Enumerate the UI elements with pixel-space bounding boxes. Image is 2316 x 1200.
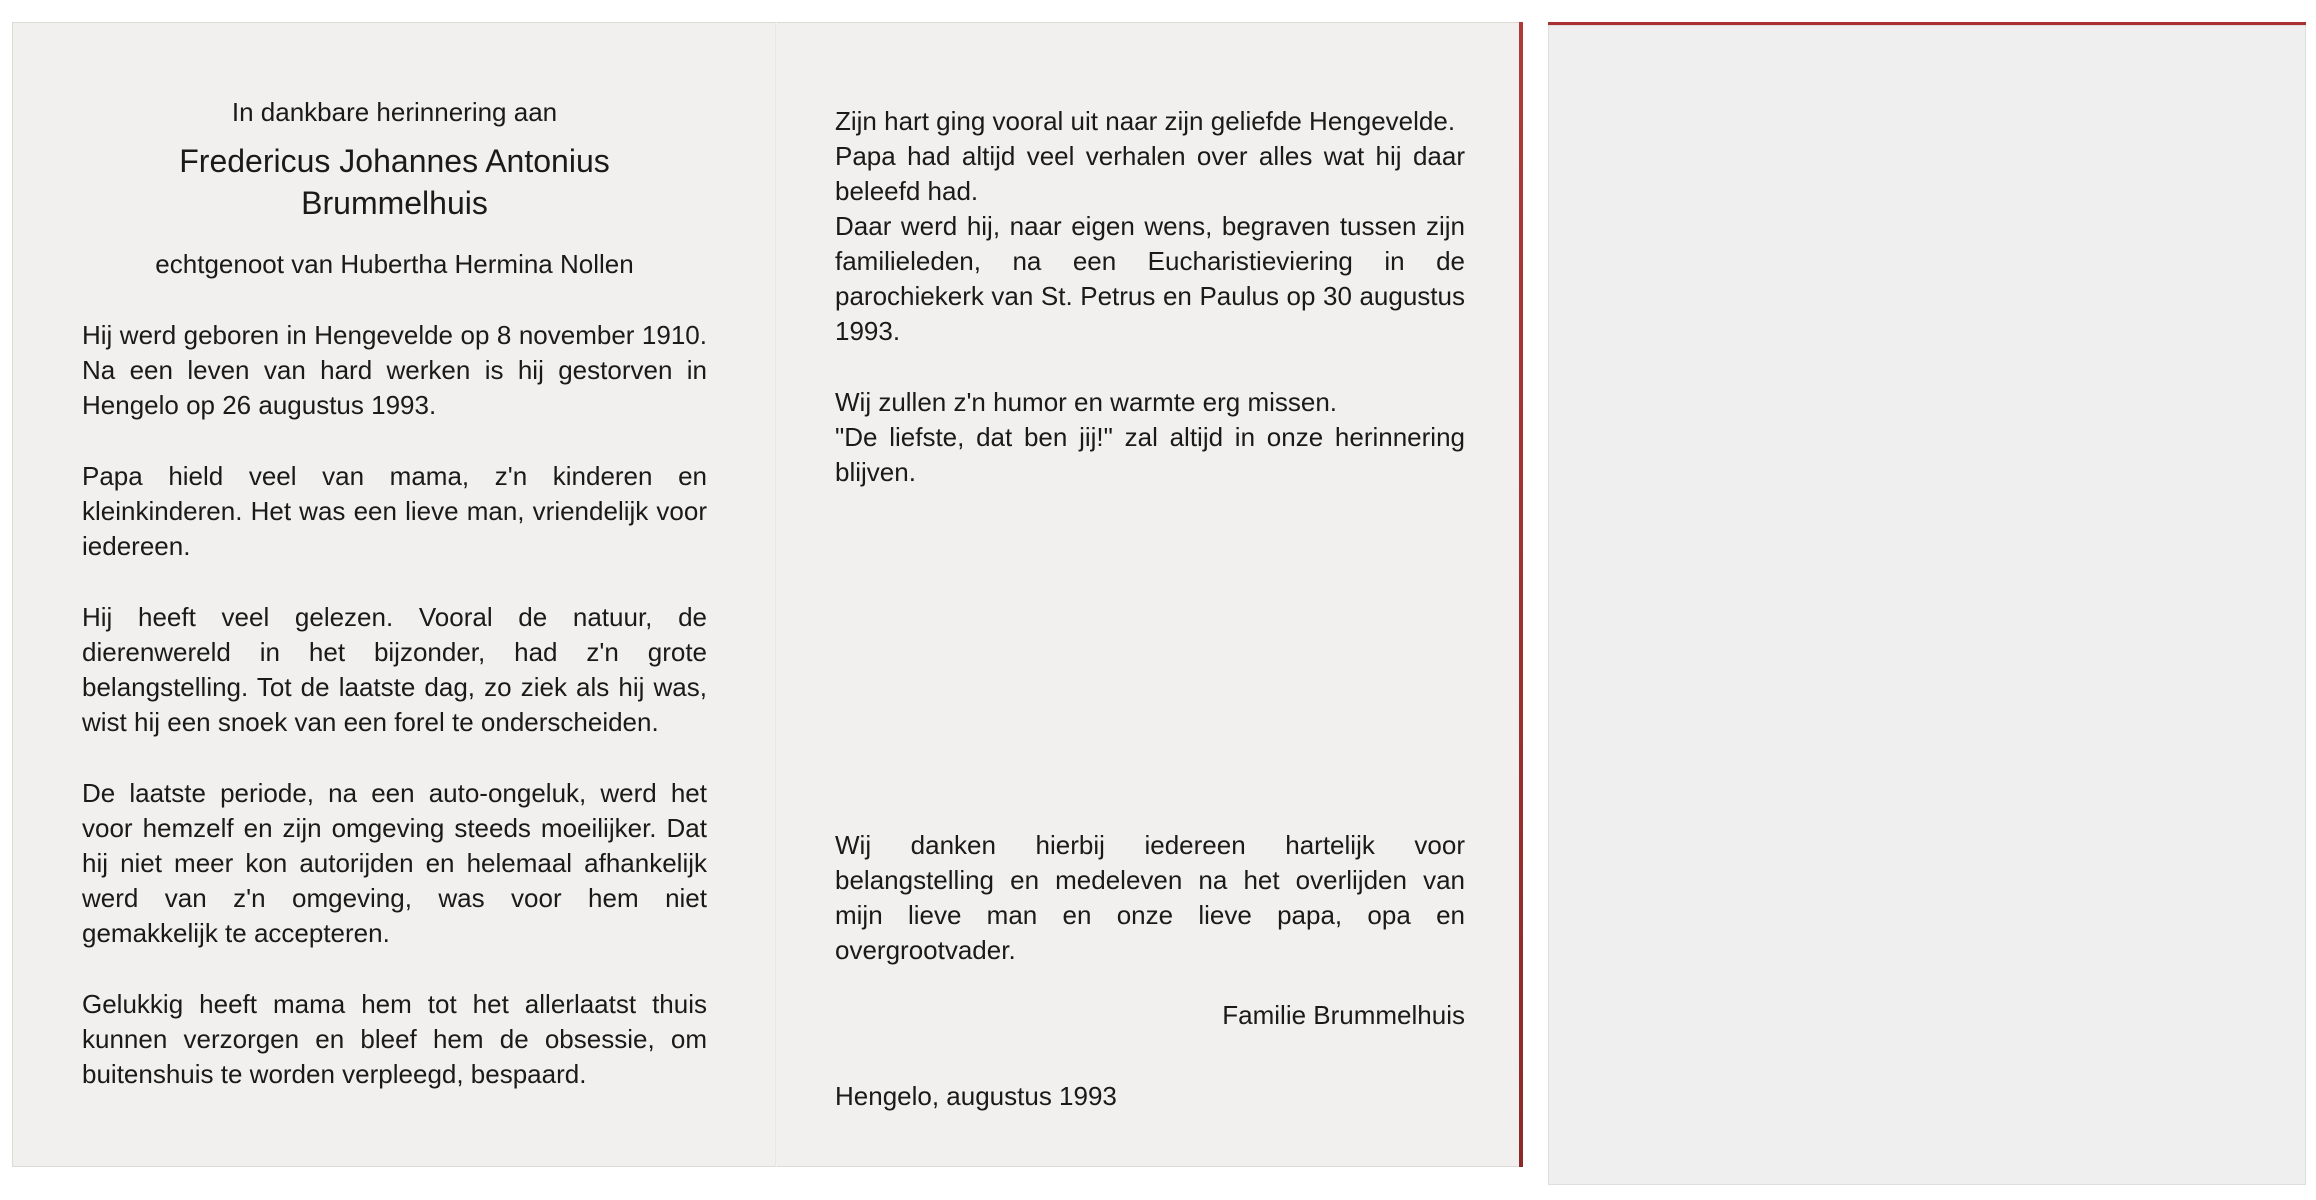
paragraph-nature: Hij heeft veel gelezen. Vooral de natuur, de dierenwereld in het bijzonder, had z'n grote belangstelling. Tot de laatste dag, zo ziek als hij was, wist hij een snoek van een forel te onderscheiden. [82,602,707,737]
paragraph-stories: Papa had altijd veel verhalen over alles wat hij daar beleefd had. [835,141,1465,206]
signature: Familie Brummelhuis [1222,1000,1465,1030]
left-panel [82,74,707,1092]
spouse-line: echtgenoot van Hubertha Hermina Nollen [155,249,634,279]
paragraph-thanks: Wij danken hierbij iedereen hartelijk voor belangstelling en medeleven na het overlijden van mijn lieve man en onze lieve papa, opa en overgrootvader. [835,830,1465,965]
deceased-name-line1: Fredericus Johannes Antonius [179,143,610,179]
paragraph-care: Gelukkig heeft mama hem tot het allerlaatst thuis kunnen verzorgen en bleef hem de obsessie, om buitenshuis te worden verpleegd, bespaard. [82,989,707,1089]
card-fold [775,22,777,1167]
paragraph-burial: Daar werd hij, naar eigen wens, begraven tussen zijn familieleden, na een Eucharistieviering in de parochiekerk van St. Petrus en Paulus op 30 augustus 1993. [835,211,1465,346]
memorial-card-front [12,22,1520,1167]
memorial-card-back [1548,22,2306,1185]
paragraph-birth-death: Hij werd geboren in Hengevelde op 8 november 1910. Na een leven van hard werken is hij gestorven in Hengelo op 26 augustus 1993. [82,320,707,420]
paragraph-quote: "De liefste, dat ben jij!" zal altijd in onze herinnering blijven. [835,422,1465,487]
paragraph-hengevelde: Zijn hart ging vooral uit naar zijn geliefde Hengevelde. [835,106,1456,136]
intro-line: In dankbare herinnering aan [231,97,558,127]
paragraph-humor: Wij zullen z'n humor en warmte erg missen. [835,387,1338,417]
paragraph-accident: De laatste periode, na een auto-ongeluk, werd het voor hemzelf en zijn omgeving steeds moeilijker. Dat hij niet meer kon autorijden en helemaal afhankelijk werd van z'n omgeving, was voor hem niet gemakkelijk te accepteren. [82,778,707,948]
deceased-name-line2: Brummelhuis [301,185,488,221]
paragraph-family: Papa hield veel van mama, z'n kinderen en kleinkinderen. Het was een lieve man, vriendelijk voor iedereen. [82,461,707,561]
place-date: Hengelo, augustus 1993 [835,1081,1117,1111]
right-panel [835,74,1465,1114]
